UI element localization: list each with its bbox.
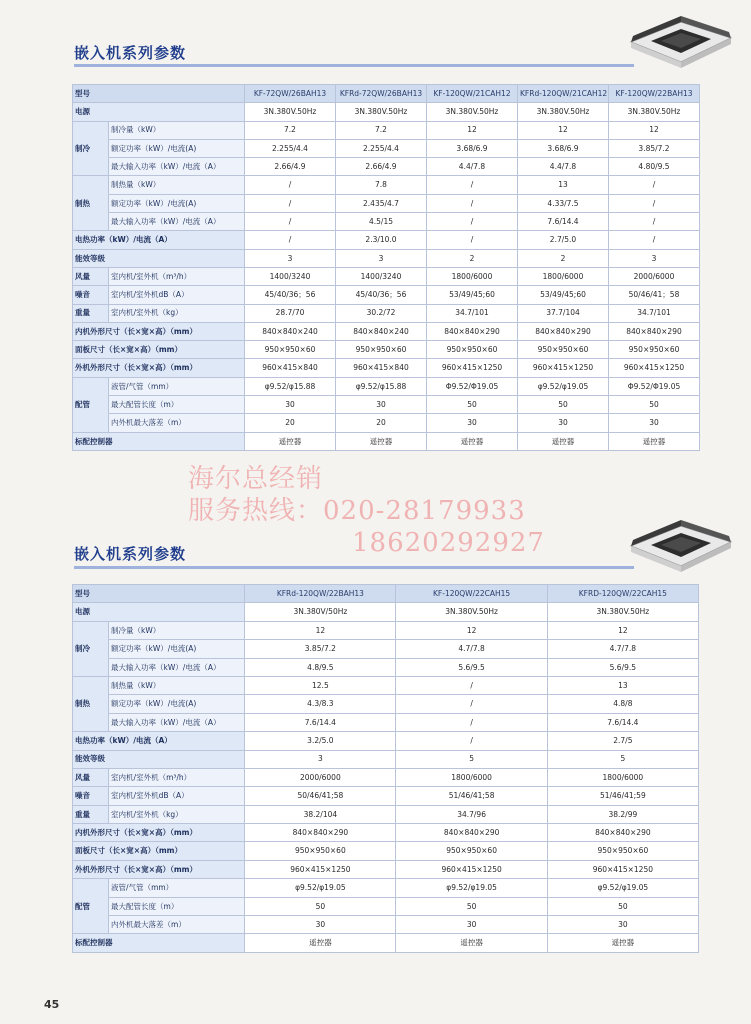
spec-value-cell: 5 (396, 750, 547, 768)
spec-value-cell: / (427, 231, 518, 249)
spec-value-cell: 53/49/45;60 (427, 286, 518, 304)
spec-value-cell: 37.7/104 (518, 304, 609, 322)
row-sub-label: 室内机/室外机（m³/h） (109, 267, 245, 285)
spec-value-cell: 3N.380V.50Hz (518, 103, 609, 121)
spec-value-cell: φ9.52/φ19.05 (245, 879, 396, 897)
spec-value-cell: 4.7/7.8 (396, 640, 547, 658)
spec-value-cell: / (427, 176, 518, 194)
watermark-line-1: 海尔总经销 (188, 464, 324, 494)
row-group-label: 标配控制器 (73, 934, 245, 952)
spec-value-cell: 7.2 (336, 121, 427, 139)
table-row (73, 787, 699, 805)
spec-value-cell: 51/46/41;58 (396, 787, 547, 805)
spec-value-cell: 960×415×840 (336, 359, 427, 377)
row-group-label: 内机外形尺寸（长×宽×高）（mm） (73, 824, 245, 842)
table-row (73, 194, 700, 212)
table-row (73, 658, 699, 676)
spec-value-cell: 4.4/7.8 (427, 158, 518, 176)
spec-value-cell: 30 (245, 396, 336, 414)
model-name: KFRd-120QW/21CAH12 (518, 85, 609, 103)
spec-value-cell: 遥控器 (547, 934, 698, 952)
spec-table-1 (72, 84, 700, 451)
spec-value-cell: 4.33/7.5 (518, 194, 609, 212)
spec-value-cell: 840×840×290 (547, 824, 698, 842)
spec-value-cell: / (245, 213, 336, 231)
page-number: 45 (44, 998, 60, 1011)
spec-value-cell: 1800/6000 (518, 267, 609, 285)
spec-value-cell: / (245, 231, 336, 249)
spec-value-cell: 3 (336, 249, 427, 267)
spec-value-cell: / (396, 695, 547, 713)
spec-value-cell: 960×415×1250 (609, 359, 700, 377)
spec-value-cell: 34.7/101 (609, 304, 700, 322)
spec-value-cell: 50 (609, 396, 700, 414)
model-name: KF-120QW/22BAH13 (609, 85, 700, 103)
spec-value-cell: 20 (245, 414, 336, 432)
spec-value-cell: / (427, 213, 518, 231)
row-group-label: 能效等级 (73, 750, 245, 768)
spec-value-cell: 2.255/4.4 (245, 139, 336, 157)
row-group-label: 电热功率（kW）/电流（A） (73, 231, 245, 249)
section-title-2: 嵌入机系列参数 (74, 545, 187, 563)
spec-value-cell: / (427, 194, 518, 212)
table-row (73, 842, 699, 860)
row-sub-label: 室内机/室外机dB（A） (109, 787, 245, 805)
spec-value-cell: 53/49/45;60 (518, 286, 609, 304)
row-group-label: 电热功率（kW）/电流（A） (73, 732, 245, 750)
spec-value-cell: / (396, 732, 547, 750)
row-group-label: 制冷 (73, 121, 109, 176)
spec-value-cell: 950×950×60 (245, 842, 396, 860)
row-sub-label: 最大输入功率（kW）/电流（A） (109, 213, 245, 231)
model-label: 型号 (73, 85, 245, 103)
spec-value-cell: 5.6/9.5 (547, 658, 698, 676)
spec-value-cell: 7.6/14.4 (547, 713, 698, 731)
spec-value-cell: 840×840×290 (518, 322, 609, 340)
spec-value-cell: / (609, 213, 700, 231)
spec-value-cell: 遥控器 (518, 432, 609, 450)
spec-value-cell: 840×840×240 (245, 322, 336, 340)
table-row (73, 341, 700, 359)
table-row (73, 768, 699, 786)
row-sub-label: 最大输入功率（kW）/电流（A） (109, 713, 245, 731)
spec-value-cell: 1800/6000 (547, 768, 698, 786)
spec-value-cell: 遥控器 (245, 934, 396, 952)
table-row (73, 377, 700, 395)
spec-value-cell: / (609, 194, 700, 212)
row-sub-label: 制冷量（kW） (109, 621, 245, 639)
row-group-label: 面板尺寸（长×宽×高）（mm） (73, 341, 245, 359)
spec-value-cell: 38.2/99 (547, 805, 698, 823)
spec-value-cell: 50 (518, 396, 609, 414)
spec-value-cell: 1400/3240 (336, 267, 427, 285)
table-row (73, 824, 699, 842)
spec-value-cell: 3N.380V.50Hz (396, 603, 547, 621)
spec-value-cell: 遥控器 (336, 432, 427, 450)
spec-value-cell: 45/40/36；56 (336, 286, 427, 304)
spec-value-cell: 3N.380V.50Hz (427, 103, 518, 121)
spec-value-cell: 2.66/4.9 (245, 158, 336, 176)
table-row (73, 713, 699, 731)
spec-value-cell: φ9.52/φ15.88 (336, 377, 427, 395)
spec-value-cell: / (609, 176, 700, 194)
row-group-label: 配管 (73, 879, 109, 934)
spec-value-cell: 遥控器 (427, 432, 518, 450)
spec-value-cell: 遥控器 (396, 934, 547, 952)
spec-value-cell: 950×950×60 (396, 842, 547, 860)
table-row (73, 249, 700, 267)
table-row (73, 176, 700, 194)
spec-value-cell: 3N.380V.50Hz (609, 103, 700, 121)
row-sub-label: 制热量（kW） (109, 176, 245, 194)
table-row (73, 695, 699, 713)
table-row (73, 322, 700, 340)
spec-value-cell: 2 (427, 249, 518, 267)
spec-value-cell: 4.4/7.8 (518, 158, 609, 176)
spec-value-cell: 30 (518, 414, 609, 432)
spec-value-cell: 3N.380V.50Hz (336, 103, 427, 121)
spec-value-cell: / (609, 231, 700, 249)
spec-value-cell: 2.66/4.9 (336, 158, 427, 176)
spec-value-cell: 960×415×1250 (518, 359, 609, 377)
spec-value-cell: 950×950×60 (518, 341, 609, 359)
spec-value-cell: 950×950×60 (427, 341, 518, 359)
spec-value-cell: 960×415×840 (245, 359, 336, 377)
watermark-line-3: 18620292927 (352, 528, 545, 558)
spec-value-cell: 840×840×290 (609, 322, 700, 340)
spec-value-cell: 840×840×290 (396, 824, 547, 842)
row-group-label: 制冷 (73, 621, 109, 676)
spec-value-cell: 30 (609, 414, 700, 432)
model-name: KF-120QW/22CAH15 (396, 585, 547, 603)
spec-value-cell: 3.85/7.2 (245, 640, 396, 658)
row-sub-label: 液管/气管（mm） (109, 377, 245, 395)
row-group-label: 外机外形尺寸（长×宽×高）（mm） (73, 359, 245, 377)
table-row (73, 158, 700, 176)
table-row (73, 286, 700, 304)
row-group-label: 电源 (73, 603, 245, 621)
spec-value-cell: 3.85/7.2 (609, 139, 700, 157)
spec-value-cell: 4.8/8 (547, 695, 698, 713)
spec-value-cell: 4.80/9.5 (609, 158, 700, 176)
row-sub-label: 最大输入功率（kW）/电流（A） (109, 658, 245, 676)
spec-value-cell: 3 (245, 750, 396, 768)
spec-value-cell: 3N.380V.50Hz (547, 603, 698, 621)
table-row (73, 231, 700, 249)
row-sub-label: 内外机最大落差（m） (109, 414, 245, 432)
model-name: KF-72QW/26BAH13 (245, 85, 336, 103)
spec-value-cell: 5 (547, 750, 698, 768)
spec-value-cell: 50 (547, 897, 698, 915)
row-group-label: 风量 (73, 267, 109, 285)
spec-value-cell: 7.6/14.4 (518, 213, 609, 231)
spec-value-cell: 51/46/41;59 (547, 787, 698, 805)
spec-value-cell: 2.3/10.0 (336, 231, 427, 249)
spec-value-cell: 30 (396, 916, 547, 934)
table-header-row (73, 85, 700, 103)
table-row (73, 103, 700, 121)
table-row (73, 213, 700, 231)
row-sub-label: 额定功率（kW）/电流(A) (109, 640, 245, 658)
spec-value-cell: 3 (609, 249, 700, 267)
spec-value-cell: 12 (427, 121, 518, 139)
row-sub-label: 室内机/室外机dB（A） (109, 286, 245, 304)
row-sub-label: 室内机/室外机（kg） (109, 304, 245, 322)
table-row (73, 432, 700, 450)
spec-value-cell: 5.6/9.5 (396, 658, 547, 676)
spec-value-cell: φ9.52/φ19.05 (547, 879, 698, 897)
table-row (73, 732, 699, 750)
table-row (73, 396, 700, 414)
spec-value-cell: 1800/6000 (427, 267, 518, 285)
spec-value-cell: 950×950×60 (547, 842, 698, 860)
spec-value-cell: 50 (396, 897, 547, 915)
table-row (73, 603, 699, 621)
row-sub-label: 最大配管长度（m） (109, 396, 245, 414)
row-group-label: 能效等级 (73, 249, 245, 267)
section-title-underline-2 (74, 566, 634, 569)
spec-value-cell: 45/40/36；56 (245, 286, 336, 304)
spec-value-cell: 12.5 (245, 676, 396, 694)
row-sub-label: 内外机最大落差（m） (109, 916, 245, 934)
spec-value-cell: 20 (336, 414, 427, 432)
row-group-label: 重量 (73, 304, 109, 322)
row-sub-label: 制热量（kW） (109, 676, 245, 694)
spec-value-cell: 7.2 (245, 121, 336, 139)
spec-value-cell: 38.2/104 (245, 805, 396, 823)
spec-value-cell: 30 (547, 916, 698, 934)
spec-value-cell: 840×840×290 (245, 824, 396, 842)
spec-value-cell: 13 (518, 176, 609, 194)
spec-value-cell: 50/46/41;58 (245, 787, 396, 805)
spec-value-cell: 950×950×60 (336, 341, 427, 359)
spec-value-cell: 2.255/4.4 (336, 139, 427, 157)
table-row (73, 139, 700, 157)
spec-table-2 (72, 584, 699, 953)
row-group-label: 内机外形尺寸（长×宽×高）（mm） (73, 322, 245, 340)
table-row (73, 359, 700, 377)
row-group-label: 重量 (73, 805, 109, 823)
spec-value-cell: 50 (245, 897, 396, 915)
spec-value-cell: 13 (547, 676, 698, 694)
table-row (73, 676, 699, 694)
table-header-row (73, 585, 699, 603)
spec-value-cell: 30 (336, 396, 427, 414)
spec-value-cell: 2 (518, 249, 609, 267)
table-row (73, 621, 699, 639)
spec-value-cell: 12 (609, 121, 700, 139)
model-label: 型号 (73, 585, 245, 603)
spec-value-cell: Φ9.52/Φ19.05 (609, 377, 700, 395)
row-group-label: 制热 (73, 676, 109, 731)
spec-value-cell: 28.7/70 (245, 304, 336, 322)
spec-value-cell: 960×415×1250 (396, 860, 547, 878)
row-sub-label: 额定功率（kW）/电流(A) (109, 139, 245, 157)
row-sub-label: 室内机/室外机（m³/h） (109, 768, 245, 786)
table-row (73, 879, 699, 897)
spec-value-cell: 7.8 (336, 176, 427, 194)
spec-value-cell: φ9.52/φ19.05 (396, 879, 547, 897)
spec-value-cell: φ9.52/φ15.88 (245, 377, 336, 395)
row-sub-label: 制冷量（kW） (109, 121, 245, 139)
spec-value-cell: 4.3/8.3 (245, 695, 396, 713)
spec-value-cell: / (245, 176, 336, 194)
spec-value-cell: 2000/6000 (609, 267, 700, 285)
spec-value-cell: 2.7/5.0 (518, 231, 609, 249)
spec-value-cell: 34.7/96 (396, 805, 547, 823)
row-sub-label: 最大输入功率（kW）/电流（A） (109, 158, 245, 176)
row-sub-label: 液管/气管（mm） (109, 879, 245, 897)
spec-value-cell: 4.8/9.5 (245, 658, 396, 676)
spec-value-cell: 1800/6000 (396, 768, 547, 786)
table-row (73, 805, 699, 823)
spec-value-cell: 3.68/6.9 (518, 139, 609, 157)
row-sub-label: 额定功率（kW）/电流(A) (109, 695, 245, 713)
row-group-label: 电源 (73, 103, 245, 121)
spec-value-cell: 840×840×290 (427, 322, 518, 340)
spec-value-cell: 12 (518, 121, 609, 139)
model-name: KFRd-120QW/22BAH13 (245, 585, 396, 603)
spec-value-cell: 34.7/101 (427, 304, 518, 322)
spec-value-cell: 遥控器 (245, 432, 336, 450)
spec-value-cell: 30 (427, 414, 518, 432)
table-row (73, 414, 700, 432)
row-group-label: 制热 (73, 176, 109, 231)
table-row (73, 750, 699, 768)
spec-value-cell: 2000/6000 (245, 768, 396, 786)
row-group-label: 噪音 (73, 787, 109, 805)
row-group-label: 风量 (73, 768, 109, 786)
table-row (73, 860, 699, 878)
model-name: KF-120QW/21CAH12 (427, 85, 518, 103)
spec-value-cell: 12 (245, 621, 396, 639)
spec-value-cell: 960×415×1250 (547, 860, 698, 878)
spec-value-cell: 950×950×60 (609, 341, 700, 359)
spec-value-cell: 30 (245, 916, 396, 934)
spec-value-cell: 2.435/4.7 (336, 194, 427, 212)
table-row (73, 121, 700, 139)
spec-value-cell: 3N.380V/50Hz (245, 603, 396, 621)
spec-value-cell: 3N.380V.50Hz (245, 103, 336, 121)
spec-value-cell: 840×840×240 (336, 322, 427, 340)
spec-value-cell: 50 (427, 396, 518, 414)
table-row (73, 267, 700, 285)
spec-value-cell: φ9.52/φ19.05 (518, 377, 609, 395)
table-row (73, 640, 699, 658)
section-title-1: 嵌入机系列参数 (74, 44, 187, 62)
row-sub-label: 室内机/室外机（kg） (109, 805, 245, 823)
spec-value-cell: 950×950×60 (245, 341, 336, 359)
spec-value-cell: / (245, 194, 336, 212)
spec-value-cell: 3 (245, 249, 336, 267)
spec-value-cell: 7.6/14.4 (245, 713, 396, 731)
row-group-label: 配管 (73, 377, 109, 432)
row-sub-label: 额定功率（kW）/电流(A) (109, 194, 245, 212)
table-row (73, 897, 699, 915)
spec-value-cell: 4.7/7.8 (547, 640, 698, 658)
spec-value-cell: Φ9.52/Φ19.05 (427, 377, 518, 395)
table-row (73, 304, 700, 322)
section-title-underline-1 (74, 64, 634, 67)
spec-value-cell: 12 (396, 621, 547, 639)
spec-value-cell: 2.7/5 (547, 732, 698, 750)
spec-value-cell: 960×415×1250 (245, 860, 396, 878)
table-row (73, 916, 699, 934)
model-name: KFRD-120QW/22CAH15 (547, 585, 698, 603)
cassette-ac-unit-image-1 (621, 8, 739, 72)
row-group-label: 标配控制器 (73, 432, 245, 450)
watermark-line-2: 服务热线：020-28179933 (188, 496, 526, 526)
spec-value-cell: 遥控器 (609, 432, 700, 450)
spec-value-cell: 4.5/15 (336, 213, 427, 231)
spec-value-cell: 960×415×1250 (427, 359, 518, 377)
cassette-ac-unit-image-2 (621, 512, 739, 576)
row-group-label: 面板尺寸（长×宽×高）（mm） (73, 842, 245, 860)
spec-value-cell: / (396, 713, 547, 731)
table-row (73, 934, 699, 952)
spec-value-cell: / (396, 676, 547, 694)
spec-value-cell: 30.2/72 (336, 304, 427, 322)
spec-value-cell: 50/46/41；58 (609, 286, 700, 304)
row-group-label: 噪音 (73, 286, 109, 304)
row-group-label: 外机外形尺寸（长×宽×高）（mm） (73, 860, 245, 878)
spec-value-cell: 3.2/5.0 (245, 732, 396, 750)
model-name: KFRd-72QW/26BAH13 (336, 85, 427, 103)
spec-value-cell: 3.68/6.9 (427, 139, 518, 157)
spec-value-cell: 1400/3240 (245, 267, 336, 285)
spec-value-cell: 12 (547, 621, 698, 639)
row-sub-label: 最大配管长度（m） (109, 897, 245, 915)
